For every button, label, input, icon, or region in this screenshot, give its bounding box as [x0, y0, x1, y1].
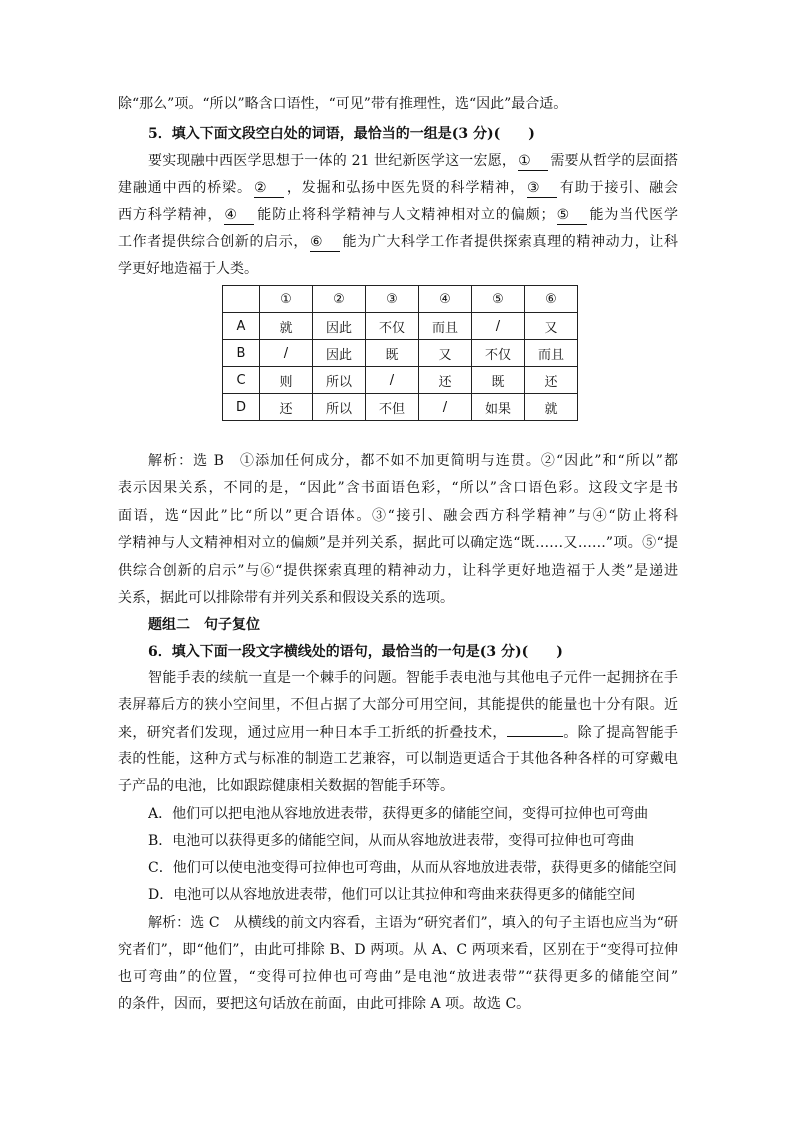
table-cell: ②: [313, 286, 366, 313]
q5-passage-line-2: 建融通中西的桥梁。 ② ，发掘和弘扬中医先贤的科学精神， ③ 有助于接引、融会: [118, 180, 678, 196]
answer-blank: [507, 722, 563, 737]
group-2-title: 题组二 句子复位: [148, 617, 260, 633]
table-cell: 不仅: [472, 340, 525, 367]
blank-5: ⑤: [557, 207, 587, 225]
table-cell: 不但: [366, 394, 419, 421]
q6-analysis-line-4: 的条件，因而，要把这句话放在前面，由此可排除 A 项。故选 C。: [118, 996, 531, 1012]
blank-4: ④: [224, 207, 254, 225]
table-row: [223, 394, 578, 421]
q5-analysis-line-5: 供综合创新的启示”与⑥“提供探索真理的精神动力，让科学更好地造福于人类”是递进: [118, 563, 678, 579]
table-cell: D: [223, 394, 260, 421]
table-cell: 所以: [313, 394, 366, 421]
q6-stem: 6．填入下面一段文字横线处的语句，最恰当的一句是(3 分)( ): [148, 644, 563, 660]
q6-passage-line-2: 表屏幕后方的狭小空间里，不但占据了大部分可用空间，其能提供的能量也十分有限。近: [118, 697, 678, 713]
q6-passage-line-1: 智能手表的续航一直是一个棘手的问题。智能手表电池与其他电子元件一起拥挤在手: [148, 670, 678, 686]
table-cell: ④: [419, 286, 472, 313]
table-cell: 所以: [313, 367, 366, 394]
table-cell: 又: [419, 340, 472, 367]
q6-analysis-line-1: 解析：选 C 从横线的前文内容看，主语为“研究者们”，填入的句子主语也应当为“研: [148, 915, 678, 931]
q5-passage-line-3: 西方科学精神， ④ 能防止将科学精神与人文精神相对立的偏颇； ⑤ 能为当代医学: [118, 207, 678, 223]
q6-passage-line-3: 来，研究者们发现，通过应用一种日本手工折纸的折叠技术， 。除了提高智能手: [118, 722, 678, 743]
q6-option-a: A．他们可以把电池从容地放进表带，获得更多的储能空间，变得可拉伸也可弯曲: [148, 806, 649, 822]
blank-2: ②: [254, 180, 284, 198]
q6-analysis-line-2: 究者们”，即“他们”，由此可排除 B、D 两项。从 A、C 两项来看，区别在于“变得可拉伸: [118, 942, 678, 958]
q6-option-b: B．电池可以获得更多的储能空间，从而从容地放进表带，变得可拉伸也可弯曲: [148, 833, 635, 849]
table-header-row: [223, 286, 578, 313]
table-cell: ③: [366, 286, 419, 313]
blank-1: ①: [518, 153, 548, 171]
table-cell: 就: [525, 394, 578, 421]
table-cell: [223, 286, 260, 313]
table-cell: 而且: [525, 340, 578, 367]
q5-stem: 5．填入下面文段空白处的词语，最恰当的一组是(3 分)( ): [148, 126, 535, 142]
table-cell: /: [260, 340, 313, 367]
table-cell: B: [223, 340, 260, 367]
table-cell: 就: [260, 313, 313, 340]
q5-passage-line-1: 要实现融中西医学思想于一体的 21 世纪新医学这一宏愿， ① 需要从哲学的层面搭: [148, 153, 678, 169]
table-cell: /: [366, 367, 419, 394]
q5-analysis-line-2: 表示因果关系，不同的是，“因此”含书面语色彩，“所以”含口语色彩。这段文字是书: [118, 480, 678, 496]
table-cell: 而且: [419, 313, 472, 340]
table-cell: C: [223, 367, 260, 394]
table-cell: 又: [525, 313, 578, 340]
q6-passage-line-5: 子产品的电池，比如跟踪健康相关数据的智能手环等。: [118, 778, 454, 794]
q6-option-c: C．他们可以使电池变得可拉伸也可弯曲，从而从容地放进表带，获得更多的储能空间: [148, 860, 677, 876]
blank-6: ⑥: [310, 234, 340, 252]
table-cell: /: [419, 394, 472, 421]
table-cell: 既: [472, 367, 525, 394]
table-cell: 还: [260, 394, 313, 421]
q5-analysis-line-6: 关系，据此可以排除带有并列关系和假设关系的选项。: [118, 590, 454, 606]
q5-passage-line-4: 工作者提供综合创新的启示， ⑥ 能为广大科学工作者提供探索真理的精神动力，让科: [118, 234, 678, 250]
q5-passage-line-5: 学更好地造福于人类。: [118, 261, 258, 277]
q6-option-d: D．电池可以从容地放进表带，他们可以让其拉伸和弯曲来获得更多的储能空间: [148, 887, 636, 903]
table-row: [223, 313, 578, 340]
q6-passage-line-4: 表的性能，这种方式与标准的制造工艺兼容，可以制造更适合于其他各种各样的可穿戴电: [118, 751, 678, 767]
q6-analysis-line-3: 也可弯曲”的位置，“变得可拉伸也可弯曲”是电池“放进表带”“获得更多的储能空间”: [118, 969, 678, 985]
q5-analysis-line-4: 学精神与人文精神相对立的偏颇”是并列关系，据此可以确定选“既……又……”项。⑤“提: [118, 535, 678, 551]
q5-analysis-line-1: 解析：选 B ①添加任何成分，都不如不加更简明与连贯。②“因此”和“所以”都: [148, 453, 678, 469]
q5-options-table: [222, 285, 578, 421]
table-row: [223, 367, 578, 394]
table-cell: ①: [260, 286, 313, 313]
q5-analysis-line-3: 面语，选“因此”比“所以”更合语体。③“接引、融会西方科学精神”与④“防止将科: [118, 508, 678, 524]
table-cell: ⑤: [472, 286, 525, 313]
blank-3: ③: [527, 180, 557, 198]
table-cell: ⑥: [525, 286, 578, 313]
table-row: [223, 340, 578, 367]
table-cell: 因此: [313, 340, 366, 367]
table-cell: 还: [525, 367, 578, 394]
table-cell: 不仅: [366, 313, 419, 340]
table-cell: 如果: [472, 394, 525, 421]
prev-answer-tail: 除“那么”项。“所以”略含口语性，“可见”带有推理性，选“因此”最合适。: [118, 96, 568, 112]
table-cell: 则: [260, 367, 313, 394]
table-cell: 还: [419, 367, 472, 394]
table-cell: /: [472, 313, 525, 340]
table-cell: A: [223, 313, 260, 340]
table-cell: 因此: [313, 313, 366, 340]
table-cell: 既: [366, 340, 419, 367]
